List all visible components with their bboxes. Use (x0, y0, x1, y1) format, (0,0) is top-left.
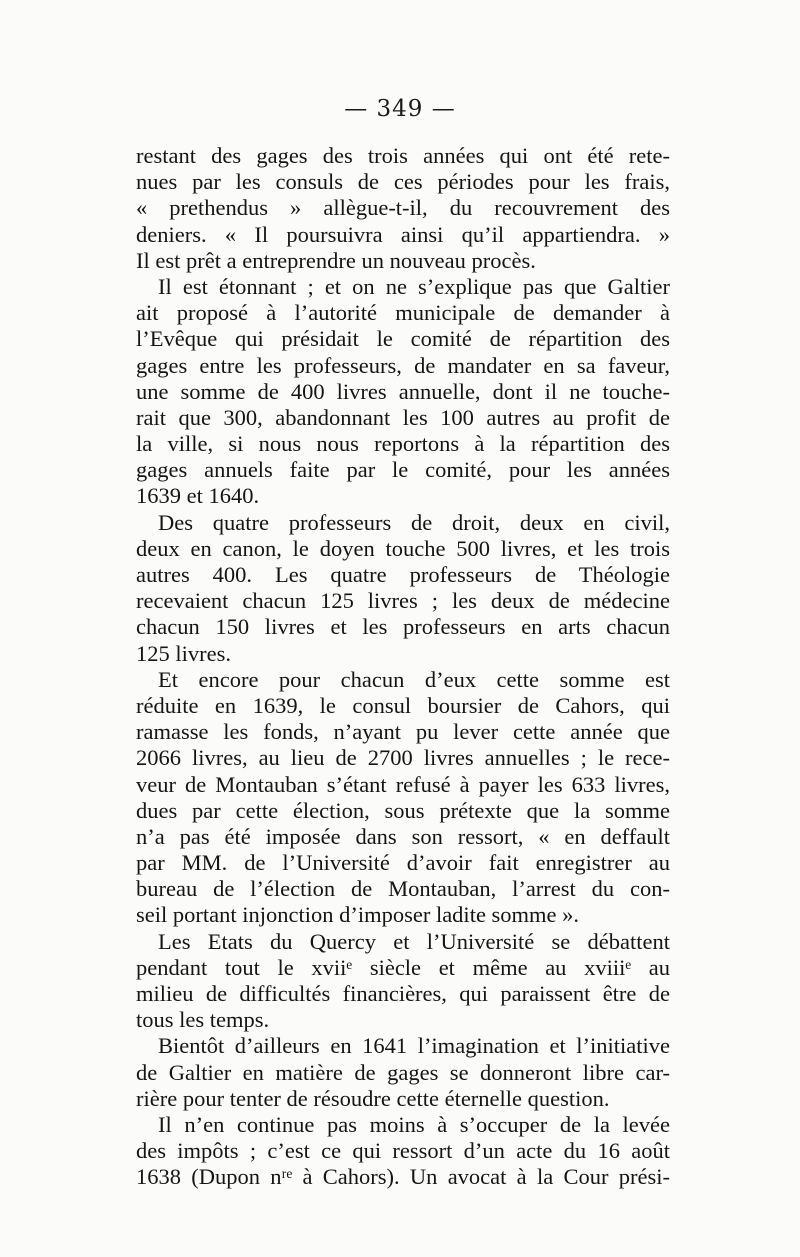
text-line: n’a pas été imposée dans son ressort, « en deffault (136, 823, 670, 849)
text-line: rière pour tenter de résoudre cette éternelle question. (136, 1085, 610, 1111)
text-line: pendant tout le xviiᵉ siècle et même au xviiiᵉ au (136, 954, 670, 980)
text-line: réduite en 1639, le consul boursier de Cahors, qui (136, 692, 670, 718)
text-line: deniers. « Il poursuivra ainsi qu’il appartiendra. » (136, 221, 670, 247)
text-line: tous les temps. (136, 1007, 270, 1033)
text-line: 1638 (Dupon nʳᵉ à Cahors). Un avocat à la Cour prési- (136, 1164, 670, 1190)
text-line: 2066 livres, au lieu de 2700 livres annuelles ; le rece- (136, 745, 670, 771)
text-line: Il est prêt a entreprendre un nouveau procès. (136, 247, 536, 273)
text-line: une somme de 400 livres annuelle, dont il ne touche- (136, 378, 670, 404)
text-line: veur de Montauban s’étant refusé à payer les 633 livres, (136, 771, 670, 797)
text-line: deux en canon, le doyen touche 500 livres, et les trois (136, 535, 670, 561)
text-line: 1639 et 1640. (136, 483, 260, 509)
text-line: dues par cette élection, sous prétexte que la somme (136, 797, 670, 823)
text-line: nues par les consuls de ces périodes pour les frais, (136, 169, 670, 195)
text-line: de Galtier en matière de gages se donneront libre car- (136, 1059, 670, 1085)
page-number: — 349 — (344, 96, 456, 122)
text-line: par MM. de l’Université d’avoir fait enregistrer au (136, 850, 670, 876)
text-line: bureau de l’élection de Montauban, l’arrest du con- (136, 876, 670, 902)
text-line: ramasse les fonds, n’ayant pu lever cette année que (136, 719, 670, 745)
paragraph (136, 1033, 670, 1112)
body-text (136, 143, 670, 1191)
text-line: l’Evêque qui présidait le comité de répartition des (136, 326, 670, 352)
paragraph (136, 929, 670, 1034)
text-line: restant des gages des trois années qui ont été rete- (136, 143, 670, 168)
text-line: Il n’en continue pas moins à s’occuper de la levée (158, 1111, 670, 1137)
paragraph (136, 274, 670, 510)
text-line: des impôts ; c’est ce qui ressort d’un acte du 16 août (136, 1138, 670, 1164)
text-line: rait que 300, abandonnant les 100 autres au profit de (136, 404, 670, 430)
text-line: chacun 150 livres et les professeurs en arts chacun (136, 614, 670, 640)
text-line: gages entre les professeurs, de mandater en sa faveur, (136, 352, 670, 378)
paragraph (136, 667, 670, 929)
text-line: « prethendus » allègue-t-il, du recouvrement des (136, 195, 670, 221)
paragraph (136, 510, 670, 667)
text-line: Des quatre professeurs de droit, deux en civil, (158, 509, 670, 535)
text-line: Et encore pour chacun d’eux cette somme est (158, 666, 670, 692)
paragraph (136, 1112, 670, 1191)
text-line: 125 livres. (136, 640, 231, 666)
text-line: Bientôt d’ailleurs en 1641 l’imagination et l’initiative (158, 1033, 670, 1059)
text-line: la ville, si nous nous reportons à la répartition des (136, 431, 670, 457)
text-line: seil portant injonction d’imposer ladite somme ». (136, 902, 580, 928)
text-line: autres 400. Les quatre professeurs de Théologie (136, 562, 670, 587)
paragraph (136, 143, 670, 274)
text-line: Les Etats du Quercy et l’Université se débattent (158, 928, 670, 954)
text-line: Il est étonnant ; et on ne s’explique pas que Galtier (158, 273, 670, 299)
text-line: gages annuels faite par le comité, pour les années (136, 457, 670, 483)
text-line: ait proposé à l’autorité municipale de demander à (136, 300, 670, 326)
text-line: milieu de difficultés financières, qui paraissent être de (136, 981, 670, 1006)
text-line: recevaient chacun 125 livres ; les deux de médecine (136, 588, 670, 614)
